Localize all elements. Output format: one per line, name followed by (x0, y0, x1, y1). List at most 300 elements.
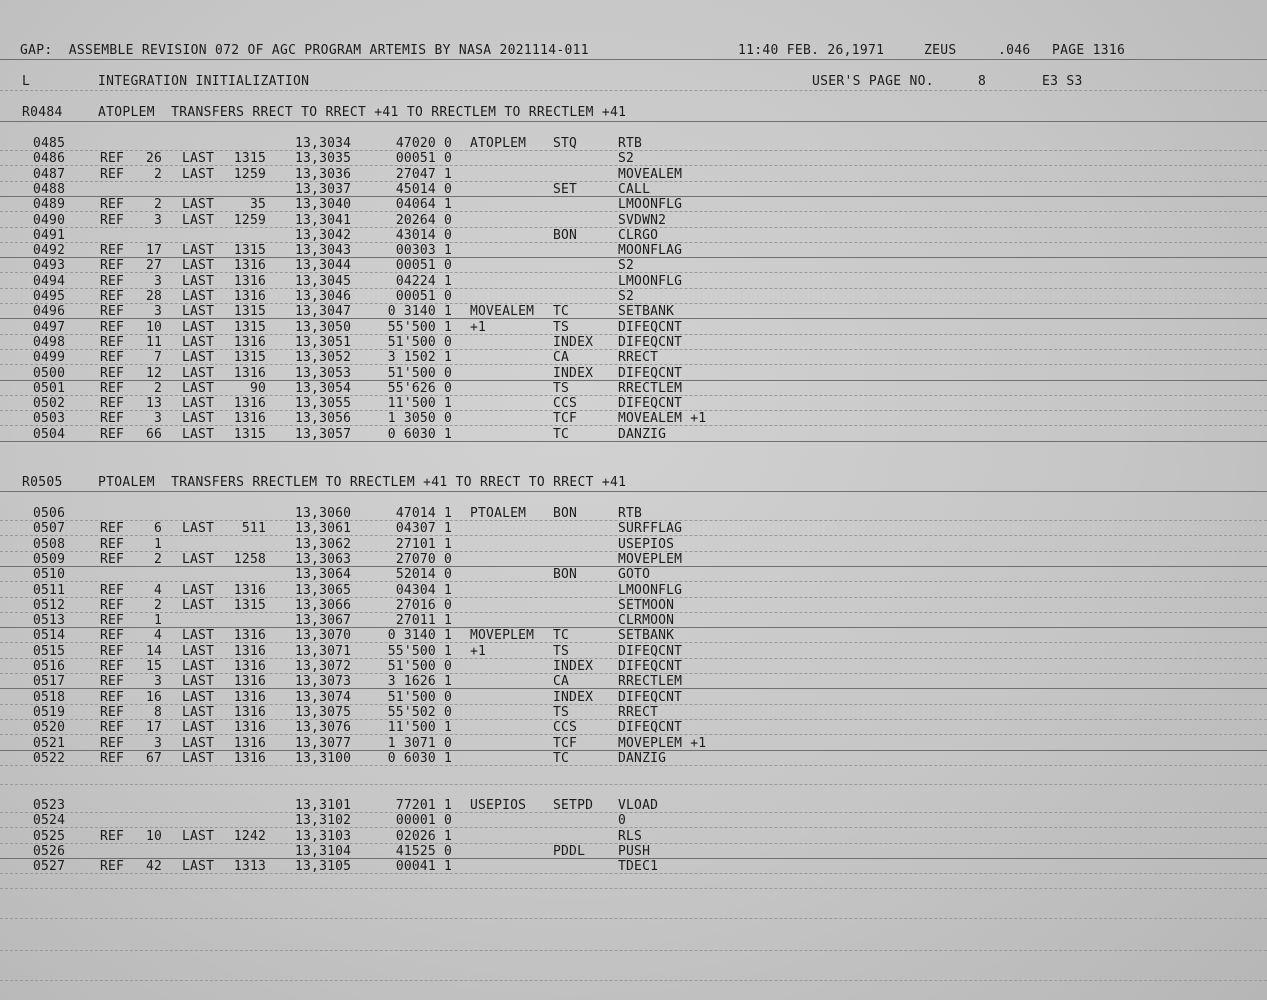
octal-code: 00303 1 (395, 243, 452, 259)
ref-count: 10 (145, 319, 162, 335)
header-rule (0, 59, 1267, 60)
ref-label: REF (100, 643, 125, 659)
listing-row (0, 552, 1267, 567)
address: 13,3035 (295, 151, 352, 167)
ref-count: 66 (145, 426, 162, 442)
ref-count: 2 (153, 197, 162, 213)
operand: GOTO (618, 567, 651, 583)
address: 13,3046 (295, 289, 352, 304)
ref-label: REF (100, 212, 125, 228)
ref-count: 28 (145, 289, 162, 304)
opcode: STQ (553, 136, 578, 151)
row-rule (0, 765, 1267, 766)
ref-label: REF (100, 258, 125, 274)
last-label: LAST (182, 319, 215, 335)
ref-count: 67 (145, 750, 162, 766)
line-number: 0517 (33, 674, 66, 690)
address: 13,3041 (295, 212, 352, 228)
line-number: 0506 (33, 506, 66, 521)
address: 13,3045 (295, 273, 352, 289)
last-page: 1313 (233, 859, 266, 875)
last-label: LAST (182, 334, 215, 350)
address: 13,3042 (295, 227, 352, 243)
listing-row (0, 258, 1267, 273)
line-number: 0491 (33, 227, 66, 243)
octal-code: 41525 0 (395, 843, 452, 859)
ref-label: REF (100, 166, 125, 182)
operand: LMOONFLG (618, 582, 683, 598)
line-number: 0495 (33, 289, 66, 304)
last-page: 1316 (233, 334, 266, 350)
last-page: 1316 (233, 659, 266, 674)
operand: RTB (618, 506, 643, 521)
ref-count: 42 (145, 859, 162, 875)
last-label: LAST (182, 704, 215, 720)
ref-label: REF (100, 674, 125, 690)
operand: DIFEQCNT (618, 659, 683, 674)
ref-label: REF (100, 289, 125, 304)
octal-code: 55'500 1 (387, 319, 452, 335)
listing-row (0, 844, 1267, 859)
last-label: LAST (182, 396, 215, 412)
last-label: LAST (182, 212, 215, 228)
last-page: 1316 (233, 674, 266, 690)
ref-count: 17 (145, 243, 162, 259)
octal-code: 04224 1 (395, 273, 452, 289)
listing-row (0, 427, 1267, 442)
last-label: LAST (182, 243, 215, 259)
row-rule (0, 873, 1267, 874)
octal-code: 02026 1 (395, 828, 452, 844)
opcode: INDEX (553, 689, 594, 705)
operand: DIFEQCNT (618, 319, 683, 335)
ref-count: 10 (145, 828, 162, 844)
octal-code: 00001 0 (395, 813, 452, 829)
listing-row (0, 335, 1267, 350)
line-number: 0492 (33, 243, 66, 259)
ref-label: REF (100, 720, 125, 736)
last-label: LAST (182, 750, 215, 766)
octal-code: 04307 1 (395, 521, 452, 537)
line-number: 0485 (33, 136, 66, 151)
listing-row (0, 690, 1267, 705)
address: 13,3076 (295, 720, 352, 736)
listing-row (0, 506, 1267, 521)
address: 13,3100 (295, 750, 352, 766)
address: 13,3053 (295, 365, 352, 381)
listing-title: GAP: ASSEMBLE REVISION 072 OF AGC PROGRAM ARTEMIS BY NASA 2021114-011 (20, 43, 589, 58)
last-label: LAST (182, 350, 215, 366)
operand: SETBANK (618, 304, 675, 320)
last-page: 1315 (233, 350, 266, 366)
line-number: 0519 (33, 704, 66, 720)
ref-label: REF (100, 521, 125, 537)
octal-code: 27011 1 (395, 613, 452, 629)
last-page: 1316 (233, 628, 266, 644)
opcode: CA (553, 674, 570, 690)
octal-code: 04064 1 (395, 197, 452, 213)
ref-label: REF (100, 334, 125, 350)
remark-number: R0505 (22, 475, 63, 490)
address: 13,3077 (295, 735, 352, 751)
listing-row (0, 381, 1267, 396)
line-number: 0511 (33, 582, 66, 598)
line-number: 0493 (33, 258, 66, 274)
address: 13,3055 (295, 396, 352, 412)
listing-row (0, 197, 1267, 212)
operand: PUSH (618, 843, 651, 859)
ref-label: REF (100, 536, 125, 552)
ref-count: 2 (153, 551, 162, 567)
line-number: 0502 (33, 396, 66, 412)
operand: DIFEQCNT (618, 365, 683, 381)
last-label: LAST (182, 380, 215, 396)
operand: RRECTLEM (618, 674, 683, 690)
opcode: BON (553, 227, 578, 243)
opcode: TC (553, 628, 570, 644)
operand: LMOONFLG (618, 197, 683, 213)
last-page: 511 (241, 521, 266, 537)
octal-code: 00051 0 (395, 289, 452, 304)
octal-code: 00051 0 (395, 258, 452, 274)
octal-code: 52014 0 (395, 567, 452, 583)
listing-row (0, 859, 1267, 874)
listing-row (0, 350, 1267, 365)
last-label: LAST (182, 859, 215, 875)
line-number: 0516 (33, 659, 66, 674)
opcode: CA (553, 350, 570, 366)
listing-row (0, 567, 1267, 582)
octal-code: 3 1502 1 (387, 350, 452, 366)
octal-code: 55'500 1 (387, 643, 452, 659)
address: 13,3064 (295, 567, 352, 583)
operand: DIFEQCNT (618, 334, 683, 350)
ref-count: 16 (145, 689, 162, 705)
octal-code: 27101 1 (395, 536, 452, 552)
last-page: 1316 (233, 643, 266, 659)
listing-row (0, 537, 1267, 552)
line-number: 0523 (33, 798, 66, 813)
ref-count: 3 (153, 674, 162, 690)
last-page: 1315 (233, 426, 266, 442)
user-page-label: USER'S PAGE NO. (812, 74, 934, 89)
listing-row (0, 674, 1267, 689)
octal-code: 27047 1 (395, 166, 452, 182)
address: 13,3062 (295, 536, 352, 552)
ref-count: 11 (145, 334, 162, 350)
line-number: 0521 (33, 735, 66, 751)
line-number: 0500 (33, 365, 66, 381)
opcode: BON (553, 506, 578, 521)
ref-count: 3 (153, 273, 162, 289)
address: 13,3066 (295, 597, 352, 613)
octal-code: 27070 0 (395, 551, 452, 567)
last-page: 1259 (233, 166, 266, 182)
last-page: 1316 (233, 289, 266, 304)
address: 13,3036 (295, 166, 352, 182)
ref-label: REF (100, 659, 125, 674)
last-page: 90 (249, 380, 266, 396)
address: 13,3043 (295, 243, 352, 259)
octal-code: 0 3140 1 (387, 304, 452, 320)
address: 13,3102 (295, 813, 352, 829)
operand: S2 (618, 258, 635, 274)
listing-row (0, 521, 1267, 536)
last-label: LAST (182, 674, 215, 690)
symbol-label: +1 (470, 643, 487, 659)
row-rule (0, 441, 1267, 442)
last-label: LAST (182, 151, 215, 167)
last-label: LAST (182, 689, 215, 705)
ref-count: 7 (153, 350, 162, 366)
operand: MOONFLAG (618, 243, 683, 259)
octal-code: 45014 0 (395, 181, 452, 197)
line-number: 0494 (33, 273, 66, 289)
last-label: LAST (182, 720, 215, 736)
octal-code: 1 3071 0 (387, 735, 452, 751)
remark-text: PTOALEM TRANSFERS RRECTLEM TO RRECTLEM +41 TO RRECT TO RRECT +41 (98, 475, 627, 490)
opcode: SETPD (553, 798, 594, 813)
octal-code: 11'500 1 (387, 720, 452, 736)
ref-count: 2 (153, 380, 162, 396)
symbol-label: ATOPLEM (470, 136, 527, 151)
address: 13,3105 (295, 859, 352, 875)
octal-code: 51'500 0 (387, 365, 452, 381)
operand: S2 (618, 289, 635, 304)
line-number: 0512 (33, 597, 66, 613)
last-page: 1316 (233, 720, 266, 736)
ref-count: 1 (153, 536, 162, 552)
octal-code: 55'626 0 (387, 380, 452, 396)
ref-label: REF (100, 551, 125, 567)
operand: VLOAD (618, 798, 659, 813)
listing-row (0, 628, 1267, 643)
line-number: 0513 (33, 613, 66, 629)
ref-label: REF (100, 859, 125, 875)
address: 13,3071 (295, 643, 352, 659)
operand: RLS (618, 828, 643, 844)
line-number: 0499 (33, 350, 66, 366)
last-label: LAST (182, 551, 215, 567)
ref-count: 8 (153, 704, 162, 720)
opcode: CCS (553, 720, 578, 736)
last-page: 1316 (233, 365, 266, 381)
opcode: TS (553, 704, 570, 720)
last-label: LAST (182, 597, 215, 613)
ref-count: 12 (145, 365, 162, 381)
address: 13,3052 (295, 350, 352, 366)
operand: DANZIG (618, 426, 667, 442)
octal-code: 3 1626 1 (387, 674, 452, 690)
ref-label: REF (100, 828, 125, 844)
last-label: LAST (182, 735, 215, 751)
ref-count: 3 (153, 411, 162, 427)
last-page: 1316 (233, 704, 266, 720)
listing-row (0, 613, 1267, 628)
ref-count: 15 (145, 659, 162, 674)
listing-row (0, 366, 1267, 381)
address: 13,3070 (295, 628, 352, 644)
address: 13,3072 (295, 659, 352, 674)
octal-code: 00041 1 (395, 859, 452, 875)
octal-code: 51'500 0 (387, 334, 452, 350)
last-label: LAST (182, 273, 215, 289)
octal-code: 51'500 0 (387, 689, 452, 705)
operand: DANZIG (618, 750, 667, 766)
last-label: LAST (182, 659, 215, 674)
ref-label: REF (100, 151, 125, 167)
opcode: TS (553, 319, 570, 335)
listing-row (0, 213, 1267, 228)
ref-label: REF (100, 304, 125, 320)
ref-label: REF (100, 411, 125, 427)
line-number: 0507 (33, 521, 66, 537)
operand: SURFFLAG (618, 521, 683, 537)
address: 13,3044 (295, 258, 352, 274)
listing-row (0, 289, 1267, 304)
operand: TDEC1 (618, 859, 659, 875)
opcode: TS (553, 643, 570, 659)
operand: MOVEPLEM (618, 551, 683, 567)
last-page: 1316 (233, 258, 266, 274)
line-number: 0509 (33, 551, 66, 567)
ref-label: REF (100, 365, 125, 381)
machine-name: ZEUS (924, 43, 957, 58)
last-page: 1316 (233, 411, 266, 427)
line-number: 0490 (33, 212, 66, 228)
remark-rule (0, 121, 1267, 122)
ref-label: REF (100, 704, 125, 720)
line-number: 0518 (33, 689, 66, 705)
page-number: PAGE 1316 (1052, 43, 1126, 58)
ref-label: REF (100, 396, 125, 412)
address: 13,3037 (295, 181, 352, 197)
operand: SVDWN2 (618, 212, 667, 228)
ref-count: 13 (145, 396, 162, 412)
ref-label: REF (100, 582, 125, 598)
operand: DIFEQCNT (618, 396, 683, 412)
listing-row (0, 411, 1267, 426)
address: 13,3103 (295, 828, 352, 844)
last-label: LAST (182, 197, 215, 213)
last-label: LAST (182, 166, 215, 182)
listing-row (0, 644, 1267, 659)
operand: DIFEQCNT (618, 720, 683, 736)
last-label: LAST (182, 643, 215, 659)
remark-number: R0484 (22, 105, 63, 120)
last-page: 1315 (233, 597, 266, 613)
last-page: 1315 (233, 304, 266, 320)
ref-label: REF (100, 273, 125, 289)
operand: LMOONFLG (618, 273, 683, 289)
ref-count: 2 (153, 166, 162, 182)
opcode: TS (553, 380, 570, 396)
ref-label: REF (100, 628, 125, 644)
ref-label: REF (100, 613, 125, 629)
user-page-number: 8 (978, 74, 987, 89)
last-label: LAST (182, 304, 215, 320)
line-number: 0524 (33, 813, 66, 829)
octal-code: 43014 0 (395, 227, 452, 243)
address: 13,3050 (295, 319, 352, 335)
listing-row (0, 304, 1267, 319)
ref-label: REF (100, 689, 125, 705)
octal-code: 27016 0 (395, 597, 452, 613)
address: 13,3101 (295, 798, 352, 813)
last-label: LAST (182, 521, 215, 537)
opcode: BON (553, 567, 578, 583)
octal-code: 47014 1 (395, 506, 452, 521)
listing-row (0, 659, 1267, 674)
operand: RRECT (618, 350, 659, 366)
e-s-code: E3 S3 (1042, 74, 1083, 89)
listing-row (0, 182, 1267, 197)
last-page: 1316 (233, 582, 266, 598)
listing-row (0, 720, 1267, 735)
ref-label: REF (100, 380, 125, 396)
octal-code: 0 6030 1 (387, 426, 452, 442)
ref-count: 27 (145, 258, 162, 274)
octal-code: 47020 0 (395, 136, 452, 151)
listing-row (0, 274, 1267, 289)
ref-count: 1 (153, 613, 162, 629)
last-label: LAST (182, 258, 215, 274)
octal-code: 00051 0 (395, 151, 452, 167)
listing-row (0, 598, 1267, 613)
opcode: TC (553, 304, 570, 320)
operand: CLRMOON (618, 613, 675, 629)
address: 13,3047 (295, 304, 352, 320)
last-page: 1315 (233, 243, 266, 259)
divider (0, 980, 1267, 981)
last-page: 1316 (233, 750, 266, 766)
operand: 0 (618, 813, 627, 829)
opcode: INDEX (553, 659, 594, 674)
address: 13,3056 (295, 411, 352, 427)
operand: S2 (618, 151, 635, 167)
address: 13,3060 (295, 506, 352, 521)
last-page: 1242 (233, 828, 266, 844)
line-number: 0510 (33, 567, 66, 583)
last-label: LAST (182, 365, 215, 381)
ref-count: 6 (153, 521, 162, 537)
operand: CALL (618, 181, 651, 197)
line-number: 0496 (33, 304, 66, 320)
address: 13,3057 (295, 426, 352, 442)
last-page: 1316 (233, 689, 266, 705)
operand: USEPIOS (618, 536, 675, 552)
address: 13,3063 (295, 551, 352, 567)
ref-label: REF (100, 319, 125, 335)
ref-count: 2 (153, 597, 162, 613)
listing-row (0, 813, 1267, 828)
line-number: 0503 (33, 411, 66, 427)
remark-text: ATOPLEM TRANSFERS RRECT TO RRECT +41 TO RRECTLEM TO RRECTLEM +41 (98, 105, 627, 120)
run-code: .046 (998, 43, 1031, 58)
line-number: 0525 (33, 828, 66, 844)
octal-code: 55'502 0 (387, 704, 452, 720)
opcode: INDEX (553, 365, 594, 381)
line-number: 0497 (33, 319, 66, 335)
ref-count: 4 (153, 628, 162, 644)
symbol-label: +1 (470, 319, 487, 335)
line-number: 0487 (33, 166, 66, 182)
line-number: 0526 (33, 843, 66, 859)
divider (0, 90, 1267, 91)
last-page: 1315 (233, 319, 266, 335)
listing-row (0, 228, 1267, 243)
line-number: 0498 (33, 334, 66, 350)
